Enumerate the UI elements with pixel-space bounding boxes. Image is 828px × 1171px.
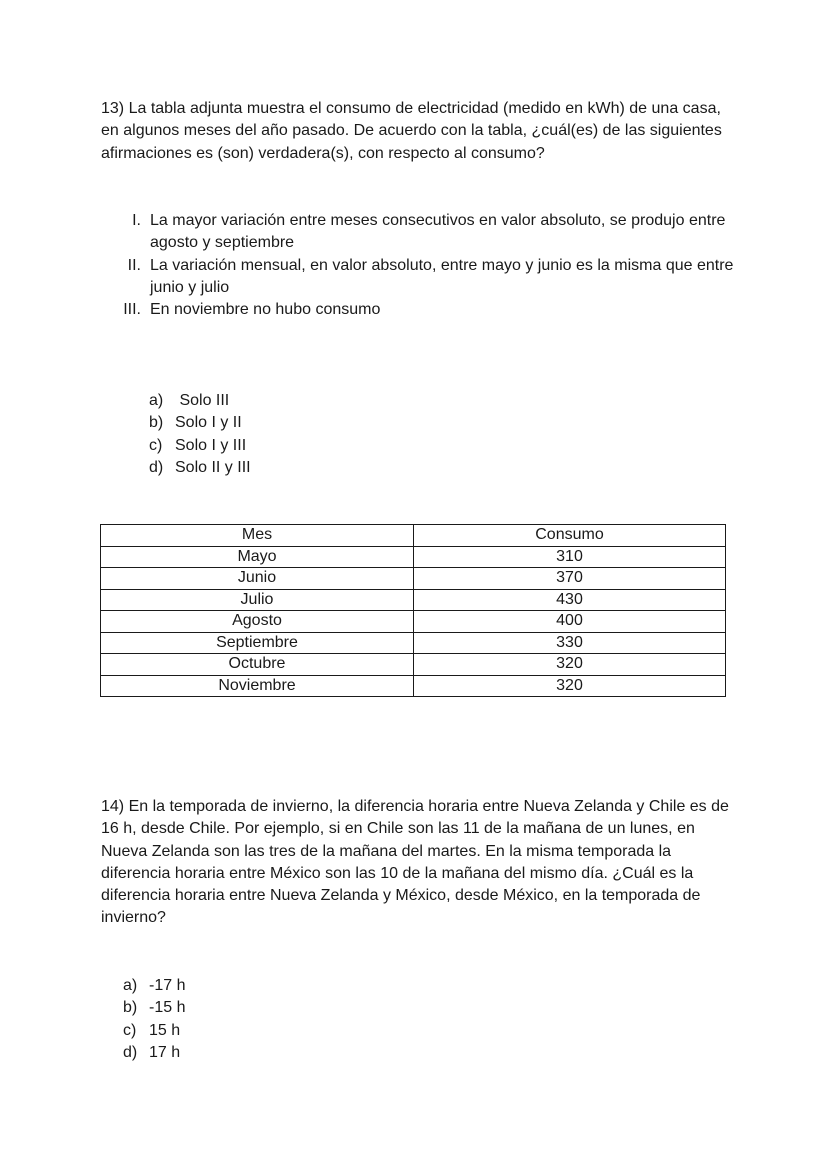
month-cell: Junio bbox=[101, 568, 414, 590]
option-text: -15 h bbox=[149, 999, 186, 1017]
statement-number: III. bbox=[123, 301, 141, 319]
consumption-cell: 320 bbox=[414, 654, 726, 676]
option-text: 17 h bbox=[149, 1043, 181, 1061]
table-row bbox=[101, 546, 726, 568]
question-13-options bbox=[149, 390, 251, 479]
table-header-row bbox=[101, 525, 726, 547]
month-cell: Septiembre bbox=[101, 632, 414, 654]
table-row bbox=[101, 568, 726, 590]
option-item bbox=[123, 975, 185, 997]
month-cell: Agosto bbox=[101, 611, 414, 633]
month-cell: Noviembre bbox=[101, 675, 414, 697]
option-item bbox=[149, 435, 251, 457]
option-item bbox=[123, 997, 185, 1019]
month-cell: Mayo bbox=[101, 546, 414, 568]
question-13-statements bbox=[101, 210, 741, 321]
consumption-table bbox=[100, 524, 726, 697]
consumption-cell: 330 bbox=[414, 632, 726, 654]
statement-text: En noviembre no hubo consumo bbox=[150, 301, 381, 319]
table-row bbox=[101, 611, 726, 633]
statement-item bbox=[101, 299, 741, 321]
option-text: Solo III bbox=[175, 392, 230, 409]
option-item bbox=[149, 457, 251, 479]
option-letter: c) bbox=[149, 436, 163, 454]
option-item bbox=[149, 412, 251, 434]
question-13-text: 13) La tabla adjunta muestra el consumo de electricidad (medido en kWh) de una casa, en algunos meses del año pasado. De acuerdo con la tabla, ¿cuál(es) de las siguientes afirmaciones es (son) verdadera(s), con respecto al consumo? bbox=[101, 100, 722, 162]
table-row bbox=[101, 632, 726, 654]
option-letter: b) bbox=[149, 414, 164, 432]
option-text: Solo II y III bbox=[175, 458, 251, 476]
option-letter: d) bbox=[123, 1043, 138, 1061]
table-row bbox=[101, 589, 726, 611]
statement-number: II. bbox=[127, 256, 141, 274]
consumption-cell: 310 bbox=[414, 546, 726, 568]
table-row bbox=[101, 675, 726, 697]
question-14-text: 14) En la temporada de invierno, la diferencia horaria entre Nueva Zelanda y Chile es de 16 h, desde Chile. Por ejemplo, si en Chile son las 11 de la mañana de un lunes, en Nueva Zelanda son las tres de la mañana del martes. En la misma temporada la diferencia horaria entre México son las 10 de la mañana del mismo día. ¿Cuál es la diferencia horaria entre Nueva Zelanda y México, desde México, en la temporada de invierno? bbox=[101, 798, 729, 927]
statement-item bbox=[101, 255, 741, 300]
statement-number: I. bbox=[132, 212, 141, 229]
option-item bbox=[123, 1020, 185, 1042]
statement-item bbox=[101, 210, 741, 255]
column-header-month: Mes bbox=[101, 525, 414, 547]
consumption-cell: 320 bbox=[414, 675, 726, 697]
option-item bbox=[123, 1042, 185, 1064]
statement-text: La variación mensual, en valor absoluto, entre mayo y junio es la misma que entre junio y julio bbox=[150, 256, 734, 296]
option-letter: c) bbox=[123, 1021, 137, 1039]
option-text: Solo I y III bbox=[175, 436, 247, 454]
column-header-consumption: Consumo bbox=[414, 525, 726, 547]
month-cell: Julio bbox=[101, 589, 414, 611]
option-letter: b) bbox=[123, 999, 138, 1017]
consumption-cell: 370 bbox=[414, 568, 726, 590]
question-14-options bbox=[123, 975, 185, 1064]
month-cell: Octubre bbox=[101, 654, 414, 676]
table-row bbox=[101, 654, 726, 676]
option-item bbox=[149, 390, 251, 412]
statement-text: La mayor variación entre meses consecutivos en valor absoluto, se produjo entre agosto y septiembre bbox=[150, 212, 726, 252]
consumption-cell: 400 bbox=[414, 611, 726, 633]
option-text: 15 h bbox=[149, 1021, 181, 1039]
option-text: Solo I y II bbox=[175, 414, 242, 432]
consumption-cell: 430 bbox=[414, 589, 726, 611]
option-letter: a) bbox=[123, 977, 138, 994]
option-letter: a) bbox=[149, 392, 164, 409]
option-text: -17 h bbox=[149, 977, 186, 994]
option-letter: d) bbox=[149, 458, 164, 476]
